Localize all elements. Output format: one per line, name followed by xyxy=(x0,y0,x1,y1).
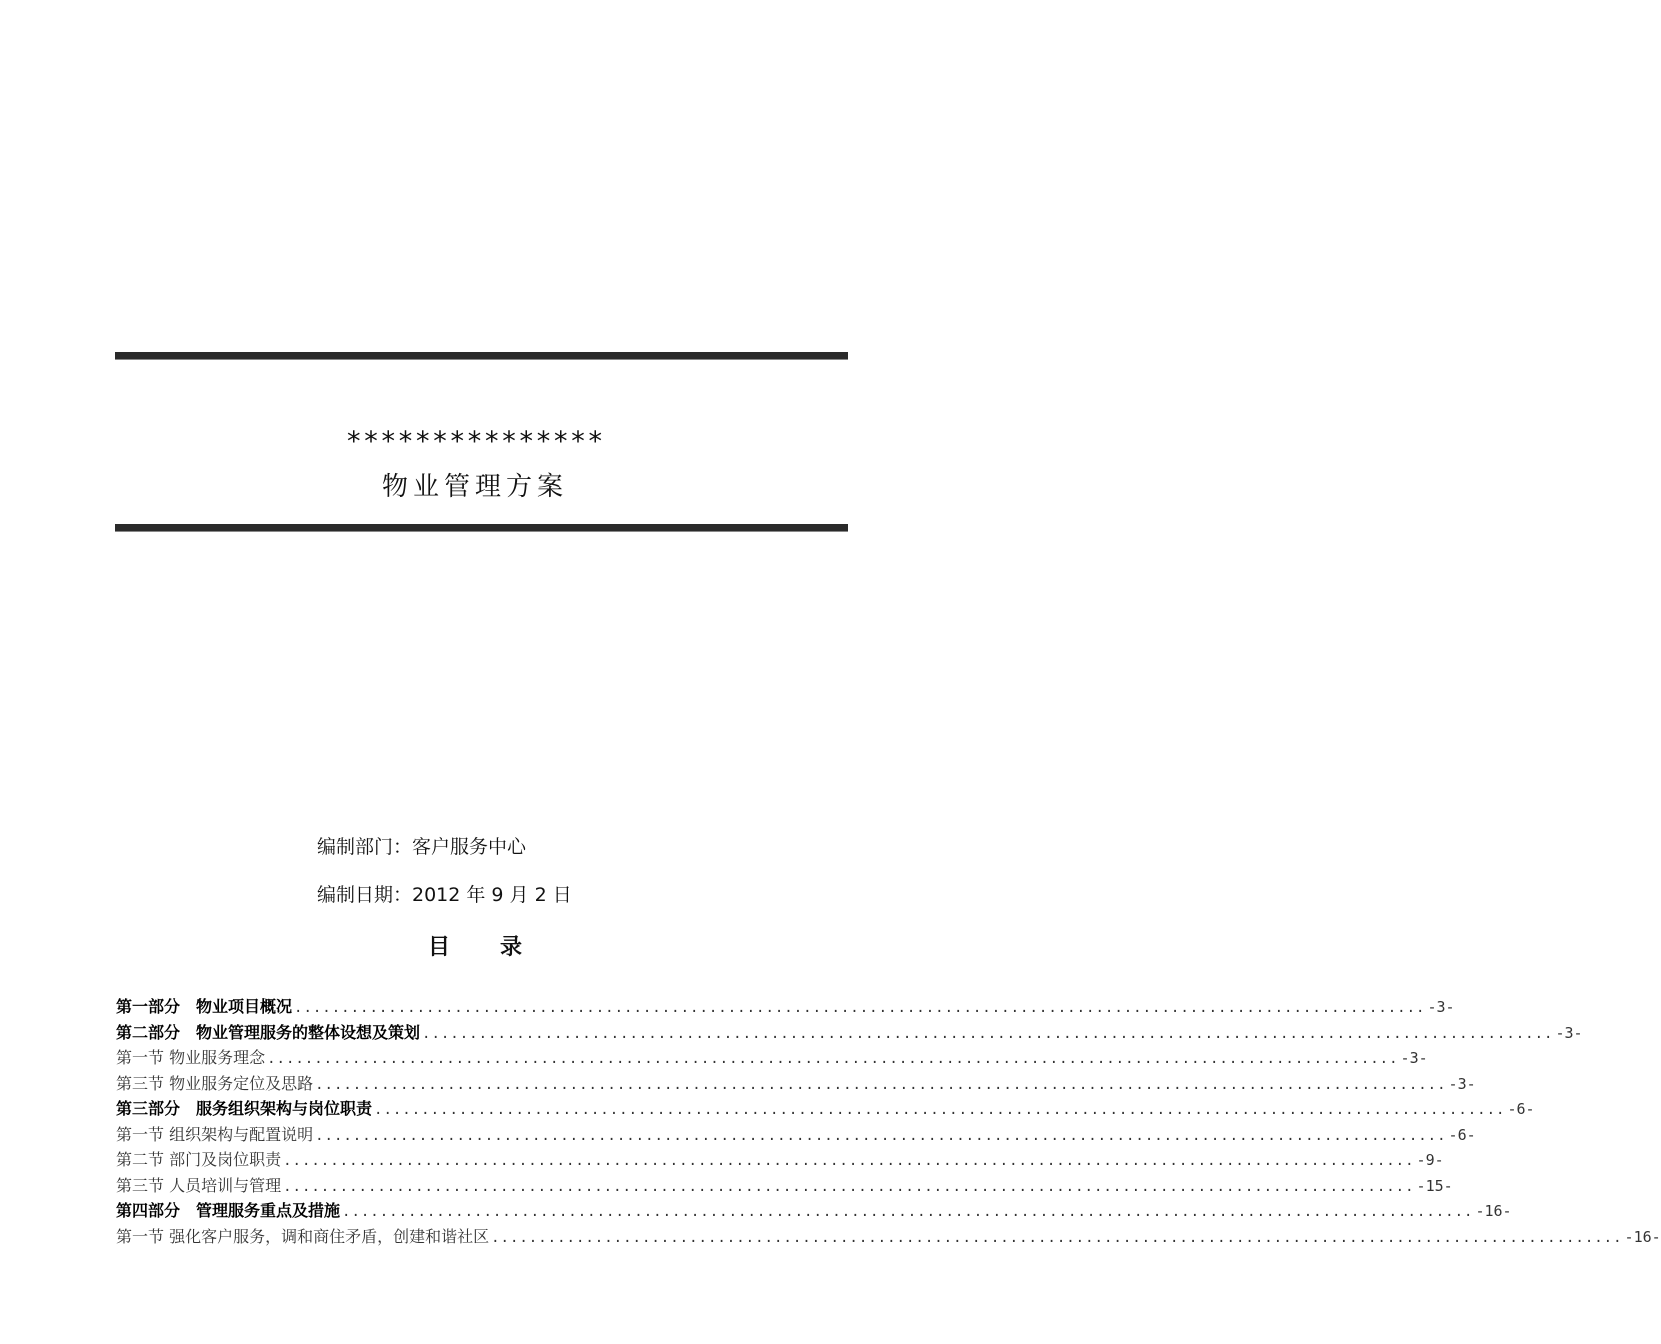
toc-entry-label: 第三节 物业服务定位及思路 xyxy=(116,1073,314,1093)
toc-entry-label: 第三部分 服务组织架构与岗位职责 xyxy=(116,1099,373,1118)
toc-leader-dots: ........................................................................................................................ xyxy=(294,1000,1426,1016)
bottom-divider xyxy=(115,524,848,531)
toc-entry[interactable] xyxy=(116,1071,1476,1097)
toc-leader-dots: ........................................................................................................................ xyxy=(315,1076,1447,1093)
toc-entry[interactable] xyxy=(116,1147,1444,1173)
toc-entry[interactable] xyxy=(116,994,1455,1020)
toc-entry-label: 第四部分 管理服务重点及措施 xyxy=(116,1201,341,1220)
toc-leader-dots: ........................................................................................................................ xyxy=(283,1153,1415,1169)
toc-leader-dots: ........................................................................................................................ xyxy=(267,1051,1399,1067)
toc-leader-dots: ........................................................................................................................ xyxy=(315,1127,1447,1144)
toc-entry-page: -16- xyxy=(1624,1227,1661,1246)
toc-entry-page: -3- xyxy=(1427,998,1455,1016)
toc-entry-page: -3- xyxy=(1448,1074,1476,1093)
toc-entry[interactable] xyxy=(116,1096,1535,1122)
toc-entry[interactable] xyxy=(116,1173,1453,1199)
toc-entry-label: 第一节 强化客户服务，调和商住矛盾，创建和谐社区 xyxy=(116,1226,490,1246)
toc-entry-label: 第一节 物业服务理念 xyxy=(116,1048,266,1067)
document-title: 物业管理方案 xyxy=(381,472,568,502)
toc-entry-page: -9- xyxy=(1416,1151,1444,1169)
toc-entry[interactable] xyxy=(116,1224,1661,1250)
toc-leader-dots: ........................................................................................................................ xyxy=(422,1025,1554,1042)
toc-leader-dots: ........................................................................................................................ xyxy=(342,1204,1474,1220)
compiling-department: 编制部门：客户服务中心 xyxy=(317,836,527,858)
toc-entry-label: 第二部分 物业管理服务的整体设想及策划 xyxy=(116,1022,421,1042)
toc-entry[interactable] xyxy=(116,1020,1583,1046)
toc-entry-page: -6- xyxy=(1448,1125,1476,1144)
toc-entry-page: -6- xyxy=(1507,1100,1535,1118)
top-divider xyxy=(115,352,848,359)
toc-entry-label: 第一节 组织架构与配置说明 xyxy=(116,1124,314,1144)
toc-entry-page: -16- xyxy=(1475,1202,1512,1220)
toc-leader-dots: ........................................................................................................................ xyxy=(491,1229,1623,1246)
toc-entry-page: -15- xyxy=(1416,1176,1453,1195)
table-of-contents xyxy=(116,994,1661,1249)
compiling-date: 编制日期：2012 年 9 月 2 日 xyxy=(317,884,572,906)
toc-entry-label: 第三节 人员培训与管理 xyxy=(116,1175,282,1195)
toc-entry[interactable] xyxy=(116,1122,1476,1148)
toc-entry[interactable] xyxy=(116,1198,1512,1224)
toc-heading: 目录 xyxy=(427,935,572,960)
toc-leader-dots: ........................................................................................................................ xyxy=(374,1102,1506,1118)
project-name-placeholder: *************** xyxy=(345,426,605,457)
toc-entry-label: 第二节 部门及岗位职责 xyxy=(116,1150,282,1169)
toc-entry-page: -3- xyxy=(1400,1049,1428,1067)
toc-leader-dots: ........................................................................................................................ xyxy=(283,1178,1415,1195)
toc-entry-label: 第一部分 物业项目概况 xyxy=(116,997,293,1016)
toc-entry[interactable] xyxy=(116,1045,1428,1071)
toc-entry-page: -3- xyxy=(1555,1023,1583,1042)
